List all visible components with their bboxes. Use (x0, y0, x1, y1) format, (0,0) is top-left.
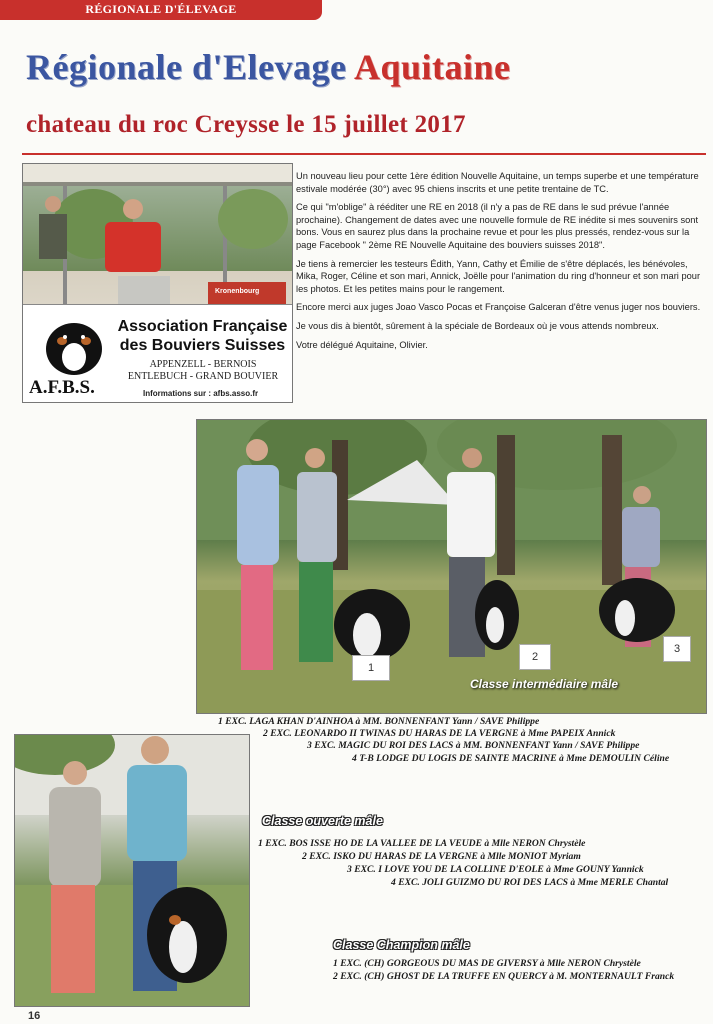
placard-3: 3 (663, 636, 691, 662)
photo-intermediaire (196, 419, 707, 714)
placard-2: 2 (519, 644, 551, 670)
page-subtitle: chateau du roc Creysse le 15 juillet 2017 (26, 111, 466, 138)
article-paragraph: Je tiens à remercier les testeurs Édith, Yann, Cathy et Émilie de s'être déplacés, les bénévoles, Mika, Roger, Céline et son mari, Annick, Joëlle pour l'animation du ring d'honneur et son mari pour les photos. Et les petites mains pour le rangement. (296, 258, 701, 294)
banner-abbr: A.F.B.S. (29, 377, 95, 398)
article-paragraph: Encore merci aux juges Joao Vasco Pocas et Françoise Galceran d'être venus juger nos bouviers. (296, 302, 701, 313)
result-row: 1 EXC. (CH) GORGEOUS DU MAS DE GIVERSY à Mlle NERON Chrystèle (333, 958, 641, 969)
title-part2: Aquitaine (354, 47, 511, 87)
photo-stand (22, 163, 293, 403)
placard-1: 1 (352, 655, 390, 681)
result-row: 3 EXC. MAGIC DU ROI DES LACS à MM. BONNENFANT Yann / SAVE Philippe (307, 740, 640, 751)
photo-handlers (14, 734, 250, 1007)
heading-champion: Classe Champion mâle (333, 938, 470, 952)
section-tab: RÉGIONALE D'ÉLEVAGE (0, 0, 322, 20)
brand-label: Kronenbourg (215, 288, 260, 295)
result-row: 1 EXC. BOS ISSE HO DE LA VALLEE DE LA VEUDE à Mlle NERON Chrystèle (258, 838, 586, 849)
result-row: 2 EXC. (CH) GHOST DE LA TRUFFE EN QUERCY à M. MONTERNAULT Franck (333, 971, 675, 982)
article-body (296, 170, 704, 357)
page-title (26, 46, 706, 88)
result-row: 2 EXC. LEONARDO II TWINAS DU HARAS DE LA VERGNE à Mme PAPEIX Annick (263, 728, 616, 739)
article-paragraph: Je vous dis à bientôt, sûrement à la spéciale de Bordeaux où je vous attends nombreux. (296, 320, 659, 331)
article-paragraph: Ce qui "m'oblige" à rééditer une RE en 2018 (il n'y a pas de RE dans le sud prévue l'année prochaine). Changement de dates avec une nouvelle formule de RE inédite si mes souvenirs sont bons. Vous en saurez plus dans la prochaine revue et pour les plus pressés, rendez-vous sur la page Facebook " 2ème RE Nouvelle Aquitaine des bouviers suisses 2018". (296, 202, 699, 250)
article-paragraph: Votre délégué Aquitaine, Olivier. (296, 339, 428, 350)
podium-scene-illustration (197, 420, 706, 713)
article-paragraph: Un nouveau lieu pour cette 1ère édition Nouvelle Aquitaine, un temps superbe et une température estivale modérée (30°) avec 95 chiens inscrits et une petite trentaine de TC. (296, 171, 699, 194)
dog-logo-icon (29, 311, 119, 381)
result-row: 4 EXC. JOLI GUIZMO DU ROI DES LACS à Mme MERLE Chantal (391, 877, 669, 888)
heading-ouverte: Classe ouverte mâle (262, 814, 383, 828)
title-rule (22, 153, 706, 155)
banner-subtitle (123, 359, 283, 383)
photo-caption: Classe intermédiaire mâle (470, 677, 619, 691)
handlers-scene-illustration (15, 735, 249, 1006)
banner-breeds-1: APPENZELL - BERNOIS (149, 359, 257, 370)
title-part1: Régionale d'Elevage (26, 47, 354, 87)
result-row: 3 EXC. I LOVE YOU DE LA COLLINE D'EOLE à Mme GOUNY Yannick (347, 864, 644, 875)
result-row: 1 EXC. LAGA KHAN D'AINHOA à MM. BONNENFANT Yann / SAVE Philippe (218, 716, 540, 727)
banner-info: Informations sur : afbs.asso.fr (143, 389, 259, 398)
afbs-banner (23, 304, 292, 403)
banner-breeds-2: ENTLEBUCH - GRAND BOUVIER (127, 371, 279, 382)
banner-title: Association Française des Bouviers Suisses (117, 318, 288, 354)
result-row: 4 T-B LODGE DU LOGIS DE SAINTE MACRINE à Mme DEMOULIN Céline (352, 753, 670, 764)
result-row: 2 EXC. ISKO DU HARAS DE LA VERGNE à Mlle MONIOT Myriam (302, 851, 581, 862)
page-number: 16 (28, 1010, 41, 1022)
